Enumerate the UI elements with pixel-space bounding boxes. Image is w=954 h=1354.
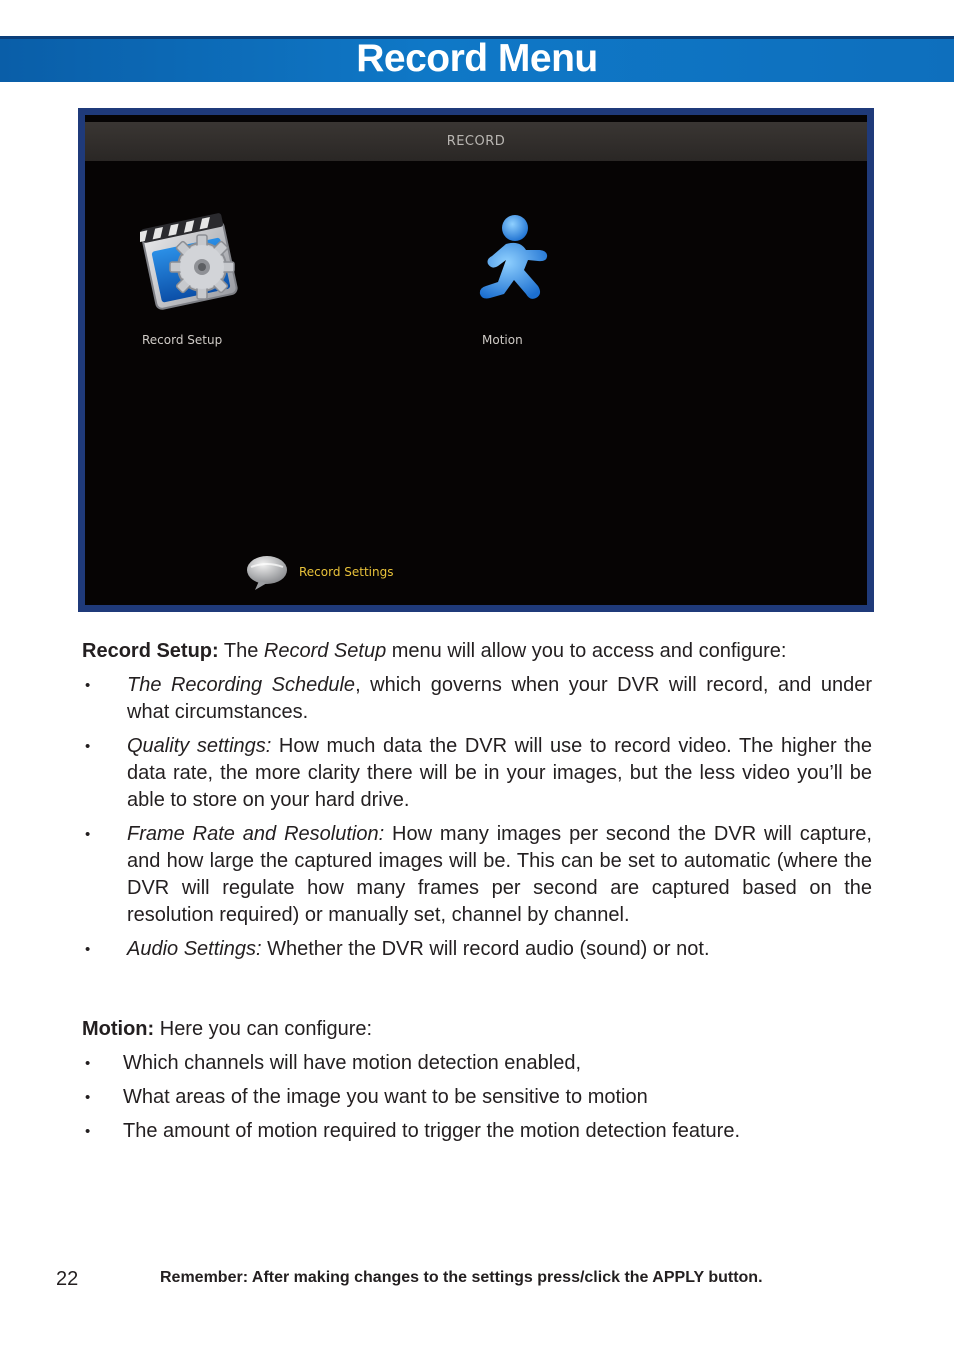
list-item-term: Audio Settings: <box>127 938 262 960</box>
intro-text: The <box>218 640 264 662</box>
screen-header: RECORD <box>85 122 867 161</box>
list-item: • The amount of motion required to trigger the motion detection feature. <box>82 1118 872 1145</box>
record-setup-heading: Record Setup: <box>82 640 219 662</box>
list-item-text: How much data the DVR will use to record video. The higher the data rate, the more clarity there will be in your images, but the less video you’ll be able to store on your hard drive. <box>127 735 872 811</box>
list-item: • Which channels will have motion detection enabled, <box>82 1050 872 1077</box>
record-settings-label: Record Settings <box>299 565 394 579</box>
dvr-record-screen <box>85 115 867 605</box>
page-title: Record Menu <box>356 37 598 80</box>
speech-bubble-icon <box>245 553 289 591</box>
motion-intro-text: Here you can configure: <box>154 1018 373 1040</box>
list-item <box>82 821 872 929</box>
intro-italic: Record Setup <box>263 640 387 662</box>
list-item <box>82 672 872 726</box>
record-setup-item[interactable] <box>140 205 270 355</box>
list-item <box>82 733 872 814</box>
motion-item[interactable] <box>470 210 570 355</box>
motion-label: Motion <box>482 333 523 347</box>
motion-section <box>82 1016 872 1145</box>
running-man-icon <box>470 210 560 310</box>
list-item-text: , which governs when your DVR will record, and under what circumstances. <box>127 674 873 723</box>
list-item-term: The Recording Schedule <box>127 674 356 696</box>
record-setup-section <box>82 638 872 963</box>
list-item <box>82 936 872 963</box>
record-setup-label: Record Setup <box>142 333 223 347</box>
record-setup-list <box>82 672 872 963</box>
motion-list <box>82 1050 872 1145</box>
record-settings-item[interactable] <box>245 553 425 593</box>
footer-note: Remember: After making changes to the settings press/click the APPLY button. <box>160 1269 763 1286</box>
page-number: 22 <box>56 1268 79 1290</box>
list-item-term: Frame Rate and Resolution: <box>127 823 385 845</box>
intro-text-end: menu will allow you to access and configure: <box>386 640 787 662</box>
motion-intro <box>82 1016 872 1043</box>
dvr-screenshot-frame <box>78 108 874 612</box>
record-setup-intro <box>82 638 872 665</box>
list-item: • What areas of the image you want to be sensitive to motion <box>82 1084 872 1111</box>
title-bar <box>0 36 954 82</box>
list-item-term: Quality settings: <box>127 735 272 757</box>
motion-heading: Motion: <box>82 1018 155 1040</box>
clapper-gear-icon <box>140 205 260 315</box>
list-item-text: How many images per second the DVR will capture, and how large the captured images will be. This can be set to automatic (where the DVR will regulate how many frames per second are captured based on the resolution required) or manually set, channel by channel. <box>127 823 872 926</box>
list-item-text: Whether the DVR will record audio (sound) or not. <box>261 938 710 960</box>
